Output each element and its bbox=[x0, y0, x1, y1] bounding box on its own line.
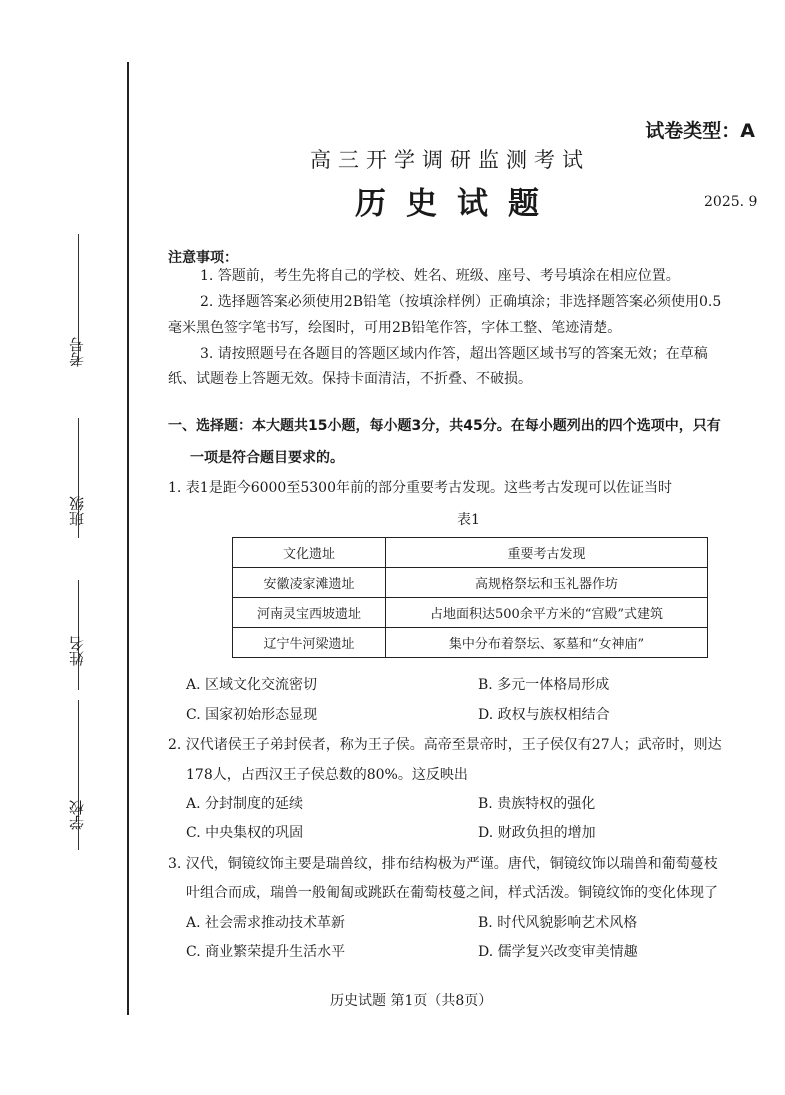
q3-option-a: A. 社会需求推动技术革新 bbox=[186, 915, 346, 931]
page-footer: 历史试题 第1页（共8页） bbox=[330, 993, 493, 1009]
table-cell: 高规格祭坛和玉礼器作坊 bbox=[386, 568, 708, 598]
exam-date: 2025. 9 bbox=[704, 194, 758, 210]
class-label: 班级 bbox=[68, 496, 86, 526]
q2-option-b: B. 贵族特权的强化 bbox=[478, 796, 596, 812]
exam-no-label: 考号 bbox=[68, 337, 86, 367]
table-cell: 安徽凌家滩遗址 bbox=[233, 568, 386, 598]
table-row bbox=[233, 568, 708, 598]
q3-option-c: C. 商业繁荣提升生活水平 bbox=[186, 944, 346, 960]
exam-subtitle: 高三开学调研监测考试 bbox=[310, 148, 590, 172]
q1-option-c: C. 国家初始形态显现 bbox=[186, 707, 318, 723]
q1-option-a: A. 区域文化交流密切 bbox=[186, 677, 318, 693]
table-cell: 占地面积达500余平方米的“宫殿”式建筑 bbox=[386, 598, 708, 628]
table-cell: 河南灵宝西坡遗址 bbox=[233, 598, 386, 628]
table-caption: 表1 bbox=[457, 512, 480, 528]
section-heading: 一、选择题：本大题共15小题，每小题3分，共45分。在每小题列出的四个选项中，只有 bbox=[168, 418, 721, 434]
paper-type: 试卷类型：A bbox=[645, 120, 755, 142]
table-header-row bbox=[233, 538, 708, 568]
question-3-stem-cont: 叶组合而成，瑞兽一般匍匐或跳跃在葡萄枝蔓之间，样式活泼。铜镜纹饰的变化体现了 bbox=[186, 885, 718, 901]
q1-option-b: B. 多元一体格局形成 bbox=[478, 677, 610, 693]
section-heading-cont: 一项是符合题目要求的。 bbox=[190, 450, 344, 466]
table-cell: 辽宁牛河梁遗址 bbox=[233, 628, 386, 658]
table-header: 文化遗址 bbox=[233, 538, 386, 568]
q2-option-d: D. 财政负担的增加 bbox=[478, 825, 596, 841]
q2-option-c: C. 中央集权的巩固 bbox=[186, 825, 304, 841]
name-line bbox=[78, 580, 79, 690]
notice-item-3: 3. 请按照题号在各题目的答题区域内作答，超出答题区域书写的答案无效；在草稿 bbox=[200, 346, 708, 362]
binding-line bbox=[127, 62, 129, 1015]
q3-option-b: B. 时代风貌影响艺术风格 bbox=[478, 915, 638, 931]
table-header: 重要考古发现 bbox=[386, 538, 708, 568]
question-2-stem-cont: 178人，占西汉王子侯总数的80%。这反映出 bbox=[186, 767, 468, 783]
school-label: 学校 bbox=[68, 800, 86, 830]
notice-item-1: 1. 答题前，考生先将自己的学校、姓名、班级、座号、考号填涂在相应位置。 bbox=[200, 268, 680, 284]
question-1-stem: 1. 表1是距今6000至5300年前的部分重要考古发现。这些考古发现可以佐证当时 bbox=[168, 480, 672, 496]
table-cell: 集中分布着祭坛、冢墓和“女神庙” bbox=[386, 628, 708, 658]
question-3-stem: 3. 汉代，铜镜纹饰主要是瑞兽纹，排布结构极为严谨。唐代，铜镜纹饰以瑞兽和葡萄蔓枝 bbox=[168, 856, 718, 872]
q1-option-d: D. 政权与族权相结合 bbox=[478, 707, 610, 723]
notice-item-3-cont: 纸、试题卷上答题无效。保持卡面清洁，不折叠、不破损。 bbox=[168, 371, 532, 387]
notice-item-2: 2. 选择题答案必须使用2B铅笔（按填涂样例）正确填涂；非选择题答案必须使用0.5 bbox=[200, 294, 722, 310]
notice-item-2-cont: 毫米黑色签字笔书写，绘图时，可用2B铅笔作答，字体工整、笔迹清楚。 bbox=[168, 320, 622, 336]
table-row bbox=[233, 628, 708, 658]
page-title: 历史试题 bbox=[355, 186, 559, 222]
table-row bbox=[233, 598, 708, 628]
notice-heading: 注意事项： bbox=[168, 250, 238, 266]
name-label: 姓名 bbox=[68, 636, 86, 666]
q2-option-a: A. 分封制度的延续 bbox=[186, 796, 304, 812]
question-2-stem: 2. 汉代诸侯王子弟封侯者，称为王子侯。高帝至景帝时，王子侯仅有27人；武帝时，则达 bbox=[168, 737, 722, 753]
q3-option-d: D. 儒学复兴改变审美情趣 bbox=[478, 944, 638, 960]
archaeology-table bbox=[232, 537, 708, 658]
